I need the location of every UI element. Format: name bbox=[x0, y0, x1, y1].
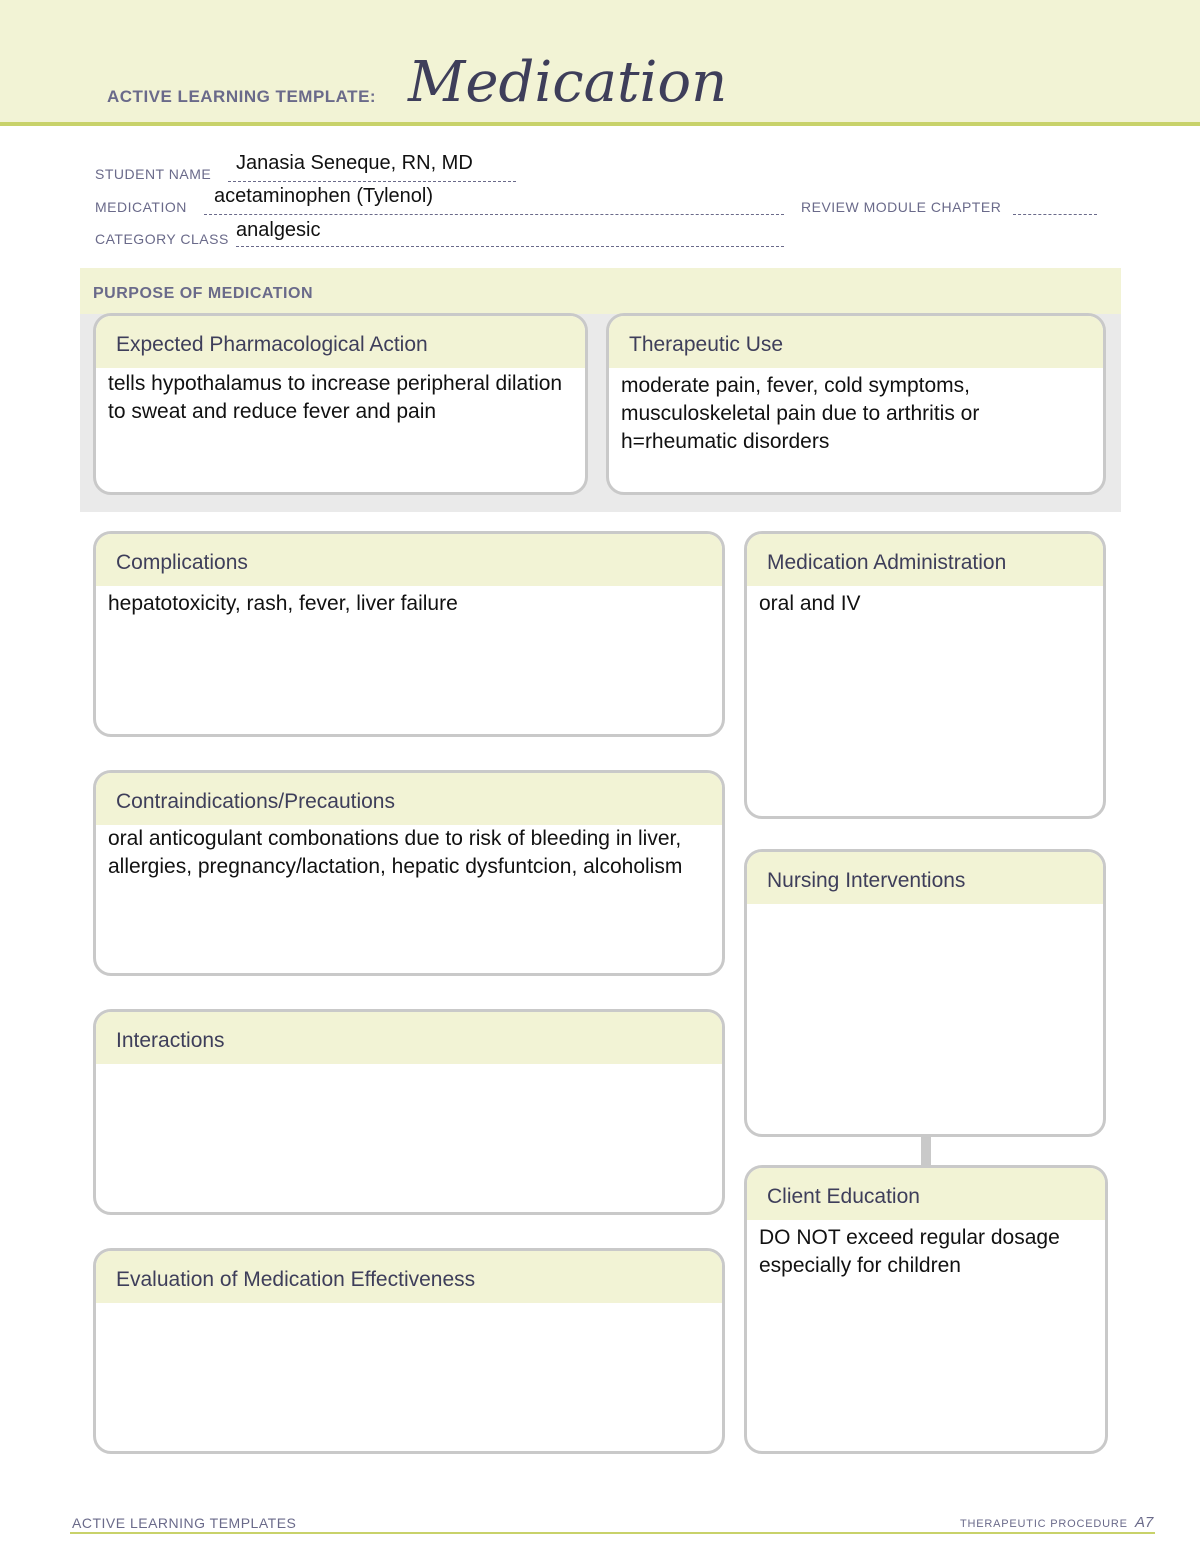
footer-right: THERAPEUTIC PROCEDURE bbox=[960, 1518, 1128, 1530]
footer-page: A7 bbox=[1135, 1514, 1154, 1531]
medication-line bbox=[204, 214, 784, 215]
expected-action-title: Expected Pharmacological Action bbox=[96, 316, 585, 368]
student-name-label: STUDENT NAME bbox=[95, 166, 212, 182]
student-name-line bbox=[228, 181, 516, 182]
template-label: ACTIVE LEARNING TEMPLATE: bbox=[107, 87, 377, 106]
contraindications-title: Contraindications/Precautions bbox=[96, 773, 722, 825]
footer-left: ACTIVE LEARNING TEMPLATES bbox=[72, 1515, 297, 1531]
student-name-value[interactable]: Janasia Seneque, RN, MD bbox=[236, 152, 473, 174]
complications-title: Complications bbox=[96, 534, 722, 586]
evaluation-card[interactable] bbox=[93, 1248, 725, 1454]
contraindications-card[interactable] bbox=[93, 770, 725, 976]
nursing-interventions-title: Nursing Interventions bbox=[747, 852, 1103, 904]
medication-administration-title: Medication Administration bbox=[747, 534, 1103, 586]
client-education-title: Client Education bbox=[747, 1168, 1105, 1220]
review-module-line bbox=[1013, 214, 1097, 215]
expected-action-text: tells hypothalamus to increase peripheral dilation to sweat and reduce fever and pain bbox=[108, 372, 563, 423]
header-rule bbox=[0, 122, 1200, 126]
medication-value[interactable]: acetaminophen (Tylenol) bbox=[214, 185, 434, 207]
category-class-value[interactable]: analgesic bbox=[236, 219, 321, 241]
interactions-title: Interactions bbox=[96, 1012, 722, 1064]
interactions-card[interactable] bbox=[93, 1009, 725, 1215]
category-class-line bbox=[236, 246, 784, 247]
connector bbox=[921, 1135, 931, 1167]
complications-text: hepatotoxicity, rash, fever, liver failure bbox=[108, 592, 458, 615]
medication-administration-text: oral and IV bbox=[759, 592, 861, 615]
contraindications-text: oral anticogulant combonations due to risk of bleeding in liver, allergies, pregnancy/lactation, hepatic dysfuntcion, alcoholism bbox=[108, 827, 683, 878]
therapeutic-use-title: Therapeutic Use bbox=[609, 316, 1103, 368]
medication-administration-card[interactable] bbox=[744, 531, 1106, 819]
nursing-interventions-card[interactable] bbox=[744, 849, 1106, 1137]
template-title: Medication bbox=[408, 50, 728, 115]
category-class-label: CATEGORY CLASS bbox=[95, 231, 229, 247]
evaluation-title: Evaluation of Medication Effectiveness bbox=[96, 1251, 722, 1303]
purpose-label: PURPOSE OF MEDICATION bbox=[93, 285, 313, 302]
review-module-label: REVIEW MODULE CHAPTER bbox=[801, 199, 1002, 215]
footer-rule bbox=[70, 1532, 1155, 1534]
complications-card[interactable] bbox=[93, 531, 725, 737]
client-education-card[interactable] bbox=[744, 1165, 1108, 1454]
therapeutic-use-text: moderate pain, fever, cold symptoms, musculoskeletal pain due to arthritis or h=rheumatic disorders bbox=[621, 374, 980, 453]
expected-action-card[interactable] bbox=[93, 313, 588, 495]
medication-label: MEDICATION bbox=[95, 199, 187, 215]
therapeutic-use-card[interactable] bbox=[606, 313, 1106, 495]
client-education-text: DO NOT exceed regular dosage especially for children bbox=[759, 1226, 1060, 1277]
